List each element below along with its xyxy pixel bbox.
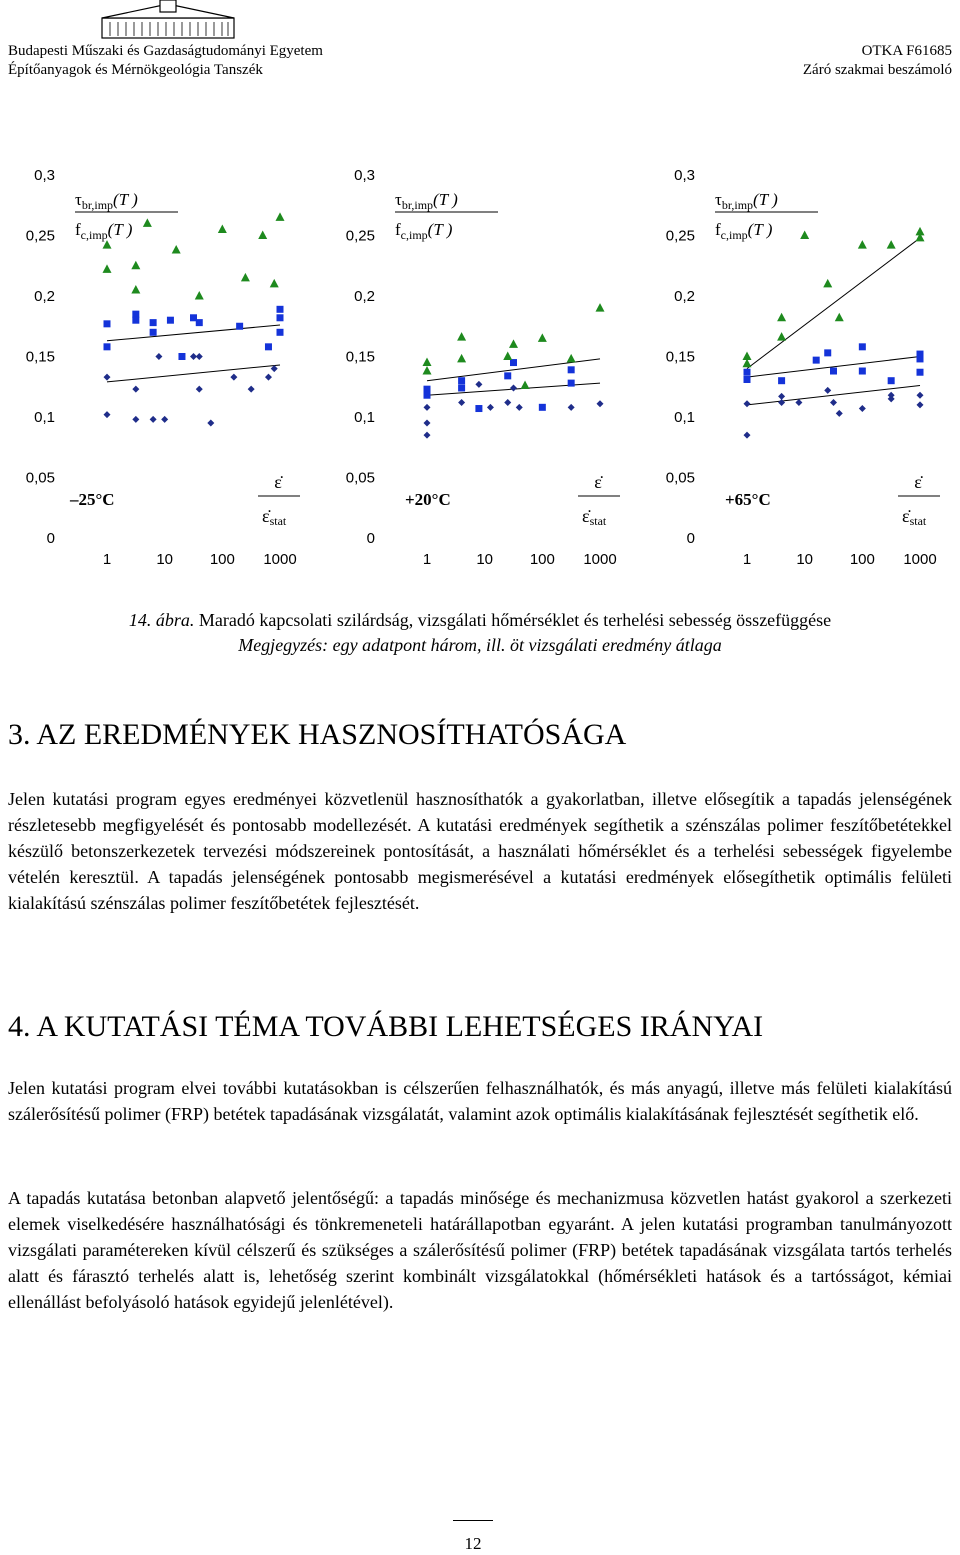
- y-tick-label: 0,1: [34, 409, 55, 426]
- y-tick-label: 0,3: [34, 167, 55, 184]
- y-tick-label: 0,15: [345, 348, 375, 366]
- x-axis-formula: [898, 472, 940, 528]
- formula-numerator: $\tau_{br,imp}(T$ ): [75, 190, 138, 212]
- trendline: [747, 238, 920, 369]
- square-marker: [859, 368, 866, 375]
- diamond-marker: [504, 399, 511, 406]
- triangle-marker: [258, 231, 267, 240]
- square-marker: [859, 343, 866, 350]
- triangle-marker: [567, 354, 576, 363]
- triangle-marker: [800, 231, 809, 240]
- y-tick-label: 0: [686, 530, 695, 547]
- triangle-marker: [276, 212, 285, 221]
- square-marker: [778, 377, 785, 384]
- triangle-marker: [777, 313, 786, 322]
- diamond-marker: [917, 392, 924, 399]
- y-axis-formula: [715, 190, 818, 242]
- trendline: [107, 325, 280, 341]
- square-marker: [458, 384, 465, 391]
- diamond-marker: [475, 381, 482, 388]
- square-marker: [824, 349, 831, 356]
- triangle-marker: [509, 339, 518, 348]
- y-tick-label: 0: [366, 530, 375, 547]
- rate-denominator: ε̇stat: [262, 506, 287, 528]
- square-marker: [104, 320, 111, 327]
- triangle-marker: [195, 291, 204, 300]
- formula-numerator: $\tau_{br,imp}(T$ ): [395, 190, 458, 212]
- triangle-marker: [916, 227, 925, 236]
- rate-denominator: ε̇stat: [582, 506, 607, 528]
- triangle-marker: [538, 333, 547, 342]
- caption-label: 14. ábra.: [128, 610, 195, 630]
- y-tick-label: 0,25: [665, 227, 695, 245]
- square-marker: [510, 359, 517, 366]
- formula-denominator: $f_{c,imp}(T$ ): [395, 220, 453, 242]
- temperature-label: +20°C: [405, 490, 451, 509]
- square-marker: [917, 351, 924, 358]
- rate-numerator: ε̇: [914, 472, 922, 492]
- triangle-marker: [131, 261, 140, 270]
- y-tick-label: 0,05: [345, 469, 375, 487]
- x-tick-label: 100: [849, 551, 875, 568]
- diamond-marker: [104, 411, 111, 418]
- triangle-marker: [823, 279, 832, 288]
- square-marker: [830, 368, 837, 375]
- diamond-marker: [597, 400, 604, 407]
- square-marker: [236, 323, 243, 330]
- triangle-marker: [743, 359, 752, 368]
- square-marker: [132, 317, 139, 324]
- diamond-marker: [824, 387, 831, 394]
- y-tick-label: 0,2: [354, 288, 375, 305]
- square-marker: [568, 366, 575, 373]
- y-tick-label: 0,15: [25, 348, 55, 366]
- triangle-marker: [858, 240, 867, 249]
- header-left: [8, 42, 323, 80]
- y-axis-formula: [395, 190, 498, 242]
- square-marker: [277, 329, 284, 336]
- y-tick-label: 0: [46, 530, 55, 547]
- diamond-marker: [778, 399, 785, 406]
- rate-numerator: ε̇: [594, 472, 602, 492]
- square-marker: [744, 376, 751, 383]
- triangle-marker: [835, 313, 844, 322]
- rate-numerator: ε̇: [274, 472, 282, 492]
- x-tick-label: 1: [102, 551, 112, 568]
- diamond-marker: [230, 374, 237, 381]
- y-tick-label: 0,3: [674, 167, 695, 184]
- x-axis-formula: [258, 472, 300, 528]
- diamond-marker: [744, 400, 751, 407]
- triangle-marker: [457, 354, 466, 363]
- triangle-marker: [887, 240, 896, 249]
- header-report-type: Záró szakmai beszámoló: [802, 62, 952, 78]
- triangle-marker: [457, 332, 466, 341]
- y-axis-formula: [75, 190, 178, 242]
- diamond-marker: [196, 386, 203, 393]
- y-tick-label: 0,1: [354, 409, 375, 426]
- diamond-marker: [516, 404, 523, 411]
- x-tick-label: 100: [209, 551, 235, 568]
- page-number: 12: [464, 1534, 482, 1553]
- diamond-marker: [744, 432, 751, 439]
- section3-paragraph: Jelen kutatási program egyes eredményei közvetlenül hasznosíthatók a gyakorlatban, illetve elősegítik a tapadás jelenségének részletesebb megfigyelését és pontosabb modellezését. A kutatási eredmények segíthetik a szénszálas polimer feszítőbetétekkel készülő betonszerkezetek tervezési módszereinek pontosítását, a használati hőmérséklet és a terhelési sebességek figyelembe vételén keresztül. A tapadás jelenségének pontosabb megismerésével a kutatási eredmények elősegíthetik optimális felületi kialakítású szénszálas polimer feszítőbetétek fejlesztését.: [8, 789, 952, 913]
- square-marker: [150, 329, 157, 336]
- square-marker: [150, 319, 157, 326]
- temperature-label: –25°C: [70, 490, 115, 509]
- x-tick-label: 100: [529, 551, 555, 568]
- section3-heading: 3. AZ EREDMÉNYEK HASZNOSÍTHATÓSÁGA: [8, 718, 627, 751]
- formula-denominator: $f_{c,imp}(T$ ): [75, 220, 133, 242]
- triangle-marker: [743, 352, 752, 361]
- diamond-marker: [150, 416, 157, 423]
- diamond-marker: [155, 353, 162, 360]
- header-university: Budapesti Műszaki és Gazdaságtudományi Egyetem: [8, 43, 323, 59]
- square-marker: [196, 319, 203, 326]
- y-tick-label: 0,05: [665, 469, 695, 487]
- x-tick-label: 1: [742, 551, 752, 568]
- diamond-marker: [265, 374, 272, 381]
- square-marker: [458, 377, 465, 384]
- triangle-marker: [777, 332, 786, 341]
- caption-text: Maradó kapcsolati szilárdság, vizsgálati hőmérséklet és terhelési sebesség összefüggése: [194, 610, 832, 630]
- y-tick-label: 0,15: [665, 348, 695, 366]
- diamond-marker: [888, 392, 895, 399]
- diamond-marker: [458, 399, 465, 406]
- chart-minus25: [0, 150, 320, 580]
- rate-denominator: ε̇stat: [902, 506, 927, 528]
- diamond-marker: [778, 393, 785, 400]
- formula-denominator: $f_{c,imp}(T$ ): [715, 220, 773, 242]
- square-marker: [104, 343, 111, 350]
- diamond-marker: [104, 374, 111, 381]
- square-marker: [277, 314, 284, 321]
- square-marker: [167, 317, 174, 324]
- square-marker: [265, 343, 272, 350]
- figure-caption: [0, 608, 960, 658]
- diamond-marker: [196, 353, 203, 360]
- diamond-marker: [132, 416, 139, 423]
- formula-numerator: $\tau_{br,imp}(T$ ): [715, 190, 778, 212]
- square-marker: [178, 353, 185, 360]
- x-tick-label: 10: [476, 551, 494, 568]
- y-tick-label: 0,2: [674, 288, 695, 305]
- diamond-marker: [424, 432, 431, 439]
- y-tick-label: 0,2: [34, 288, 55, 305]
- y-tick-label: 0,25: [345, 227, 375, 245]
- chart-plus20: [320, 150, 640, 580]
- triangle-marker: [172, 245, 181, 254]
- triangle-marker: [218, 224, 227, 233]
- header-department: Építőanyagok és Mérnökgeológia Tanszék: [8, 62, 263, 78]
- x-tick-label: 10: [796, 551, 814, 568]
- diamond-marker: [859, 405, 866, 412]
- x-tick-label: 1000: [263, 551, 297, 568]
- triangle-marker: [143, 218, 152, 227]
- square-marker: [888, 377, 895, 384]
- square-marker: [813, 357, 820, 364]
- triangle-marker: [423, 358, 432, 367]
- y-tick-label: 0,05: [25, 469, 55, 487]
- diamond-marker: [424, 404, 431, 411]
- square-marker: [277, 306, 284, 313]
- x-axis-formula: [578, 472, 620, 528]
- x-tick-label: 10: [156, 551, 174, 568]
- header-right: [803, 42, 952, 80]
- triangle-marker: [521, 381, 530, 390]
- triangle-marker: [596, 303, 605, 312]
- header-project-id: OTKA F61685: [861, 43, 952, 59]
- x-tick-label: 1000: [903, 551, 937, 568]
- diamond-marker: [424, 420, 431, 427]
- diamond-marker: [161, 416, 168, 423]
- trendline: [107, 365, 280, 382]
- square-marker: [917, 369, 924, 376]
- triangle-marker: [423, 366, 432, 375]
- caption-note: Megjegyzés: egy adatpont három, ill. öt vizsgálati eredmény átlaga: [238, 635, 722, 655]
- temperature-label: +65°C: [725, 490, 771, 509]
- triangle-marker: [270, 279, 279, 288]
- square-marker: [504, 372, 511, 379]
- diamond-marker: [132, 386, 139, 393]
- triangle-marker: [103, 264, 112, 273]
- diamond-marker: [487, 404, 494, 411]
- section4-paragraph-1: Jelen kutatási program elvei további kutatásokban is célszerűen felhasználhatók, és más anyagú, illetve más felületi kialakítású szálerősítésű polimer (FRP) betétek tapadásának vizsgálatát, valamint azok optimális kialakításának fejlesztését segíthetik elő.: [8, 1078, 952, 1124]
- diamond-marker: [248, 386, 255, 393]
- square-marker: [475, 405, 482, 412]
- section4-heading: 4. A KUTATÁSI TÉMA TOVÁBBI LEHETSÉGES IRÁNYAI: [8, 1010, 764, 1043]
- diamond-marker: [795, 399, 802, 406]
- chart-plus65: [640, 150, 960, 580]
- x-tick-label: 1: [422, 551, 432, 568]
- triangle-marker: [131, 285, 140, 294]
- square-marker: [568, 380, 575, 387]
- square-marker: [424, 392, 431, 399]
- square-marker: [539, 404, 546, 411]
- diamond-marker: [917, 401, 924, 408]
- triangle-marker: [503, 352, 512, 361]
- triangle-marker: [241, 273, 250, 282]
- figure-charts: [0, 150, 960, 580]
- page-footer: [0, 1508, 960, 1553]
- square-marker: [132, 311, 139, 318]
- diamond-marker: [568, 404, 575, 411]
- diamond-marker: [836, 410, 843, 417]
- diamond-marker: [830, 399, 837, 406]
- university-logo: [100, 0, 236, 40]
- x-tick-label: 1000: [583, 551, 617, 568]
- square-marker: [424, 386, 431, 393]
- y-tick-label: 0,25: [25, 227, 55, 245]
- square-marker: [744, 369, 751, 376]
- diamond-marker: [510, 384, 517, 391]
- y-tick-label: 0,1: [674, 409, 695, 426]
- section4-paragraph-2: A tapadás kutatása betonban alapvető jelentőségű: a tapadás minősége és mechanizmusa közvetlen hatást gyakorol a szerkezeti elemek viselkedésére használhatósági és tönkremeneteli határállapotban egyaránt. A jelen kutatási programban tanulmányozott vizsgálati paramétereken kívül célszerű és szükséges a szálerősítésű polimer (FRP) betétek tapadásának vizsgálata tartós terhelés alatt és fárasztó terhelés alatt is, lehetőség szerint kombinált vizsgálatokkal (hőmérsékleti hatások és a tartósságot, kémiai ellenállást befolyásoló hatások egyidejű jelenlétével).: [8, 1188, 952, 1312]
- y-tick-label: 0,3: [354, 167, 375, 184]
- diamond-marker: [207, 420, 214, 427]
